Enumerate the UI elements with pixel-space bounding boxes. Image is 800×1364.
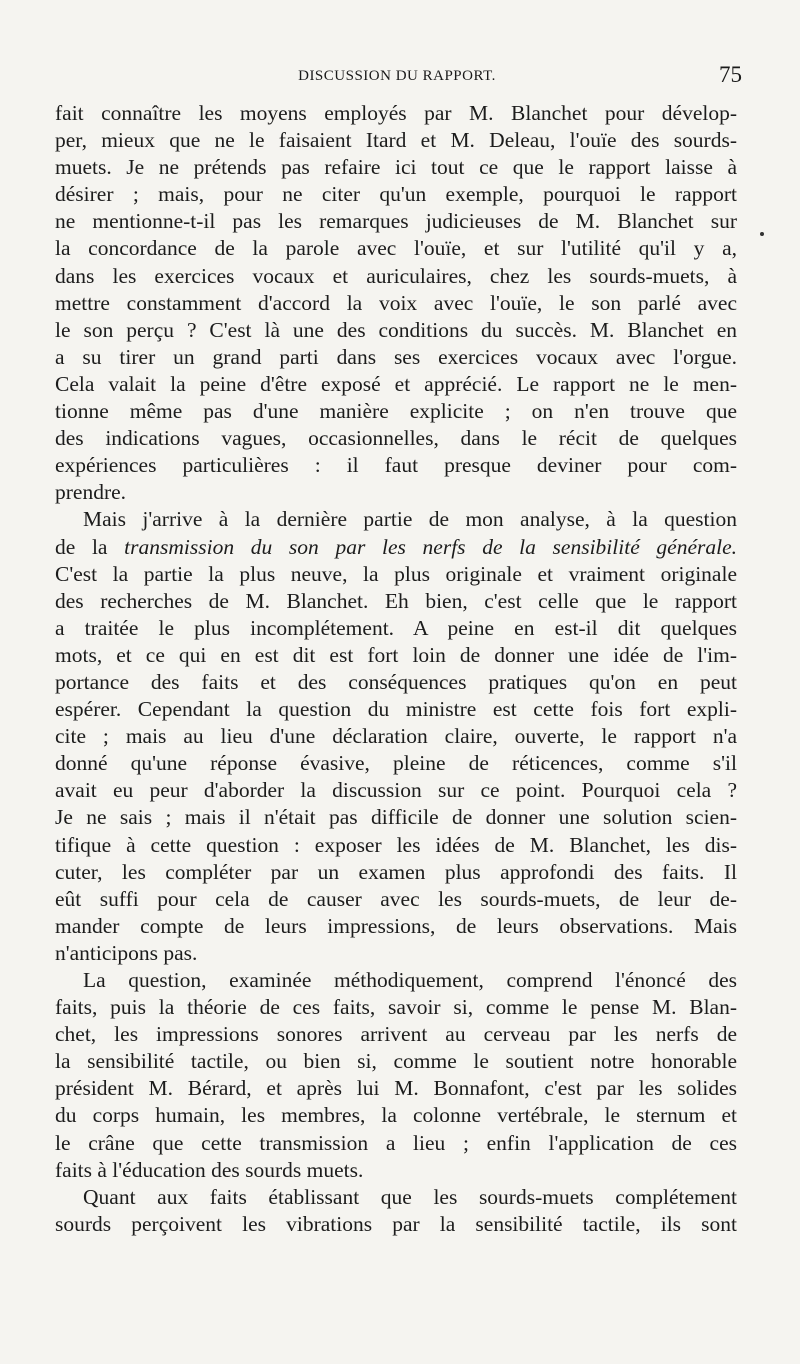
text-line: mettre constamment d'accord la voix avec l'ouïe, le son parlé avec	[55, 290, 737, 315]
text-line: Cela valait la peine d'être exposé et apprécié. Le rapport ne le men-	[55, 371, 737, 396]
text-line: mots, et ce qui en est dit est fort loin de donner une idée de l'im-	[55, 642, 737, 667]
text-line: fait connaître les moyens employés par M. Blanchet pour dévelop-	[55, 101, 737, 125]
text-line: cuter, les compléter par un examen plus approfondi des faits. Il	[55, 859, 737, 884]
text-line: cite ; mais au lieu d'une déclaration claire, ouverte, le rapport n'a	[55, 724, 737, 749]
text-line: des recherches de M. Blanchet. Eh bien, c'est celle que le rapport	[55, 588, 737, 613]
page-header	[52, 62, 742, 92]
text-line: n'anticipons pas.	[55, 940, 198, 965]
text-line: expériences particulières : il faut presque deviner pour com-	[55, 453, 737, 478]
text-line: per, mieux que ne le faisaient Itard et M. Deleau, l'ouïe des sourds-	[55, 128, 737, 153]
running-title: DISCUSSION DU RAPPORT.	[298, 68, 496, 84]
text-line: chet, les impressions sonores arrivent au cerveau par les nerfs de	[55, 1022, 737, 1047]
text-line: eût suffi pour cela de causer avec les sourds-muets, de leur de-	[55, 886, 737, 911]
text-line: faits, puis la théorie de ces faits, savoir si, comme le pense M. Blan-	[55, 995, 737, 1020]
text-line: sourds perçoivent les vibrations par la sensibilité tactile, ils sont	[55, 1211, 737, 1236]
text-line: Je ne sais ; mais il n'était pas difficile de donner une solution scien-	[55, 805, 737, 830]
body-text	[55, 100, 737, 1238]
text-line: avait eu peur d'aborder la discussion sur ce point. Pourquoi cela ?	[55, 778, 737, 803]
text-line: du corps humain, les membres, la colonne vertébrale, le sternum et	[55, 1103, 737, 1128]
text-line: portance des faits et des conséquences pratiques qu'on en peut	[55, 669, 737, 694]
text-line: espérer. Cependant la question du ministre est cette fois fort expli-	[55, 697, 737, 722]
text-line: président M. Bérard, et après lui M. Bonnafont, c'est par les solides	[55, 1076, 737, 1101]
paragraph-4	[55, 1184, 737, 1238]
text-line: donné qu'une réponse évasive, pleine de réticences, comme s'il	[55, 751, 737, 776]
text-line: tifique à cette question : exposer les idées de M. Blanchet, les dis-	[55, 832, 737, 857]
text-line: la sensibilité tactile, ou bien si, comme le soutient notre honorable	[55, 1049, 737, 1074]
text-line: a traitée le plus incomplétement. A peine en est-il dit quelques	[55, 615, 737, 640]
text-line: mander compte de leurs impressions, de leurs observations. Mais	[55, 913, 737, 938]
paragraph-2	[55, 506, 737, 967]
text-line: le son perçu ? C'est là une des conditions du succès. M. Blanchet en	[55, 317, 737, 342]
text-line: des indications vagues, occasionnelles, dans le récit de quelques	[55, 426, 737, 451]
text-line: Mais j'arrive à la dernière partie de mon analyse, à la question	[83, 507, 737, 532]
text-line: a su tirer un grand parti dans ses exercices vocaux avec l'orgue.	[55, 344, 737, 369]
text-line: La question, examinée méthodiquement, comprend l'énoncé des	[83, 968, 737, 992]
text-line: prendre.	[55, 480, 127, 505]
italic-phrase: transmission du son par les nerfs de la sensibilité générale.	[124, 534, 738, 559]
text-line: ne mentionne-t-il pas les remarques judicieuses de M. Blanchet sur	[55, 209, 737, 234]
paragraph-3	[55, 967, 737, 1184]
text-line: dans les exercices vocaux et auriculaires, chez les sourds-muets, à	[55, 263, 737, 288]
text-line: tionne même pas d'une manière explicite ; on n'en trouve que	[55, 399, 737, 424]
text-line: la concordance de la parole avec l'ouïe, et sur l'utilité qu'il y a,	[55, 236, 737, 261]
text-line: C'est la partie la plus neuve, la plus originale et vraiment originale	[55, 561, 737, 586]
text-line: désirer ; mais, pour ne citer qu'un exemple, pourquoi le rapport	[55, 182, 737, 207]
paragraph-1	[55, 100, 737, 506]
text-line-with-italic	[55, 534, 737, 561]
margin-mark	[760, 232, 764, 236]
page-number: 75	[719, 62, 742, 87]
text-segment: de la	[55, 534, 125, 559]
text-line: le crâne que cette transmission a lieu ; enfin l'application de ces	[55, 1130, 737, 1155]
text-line: muets. Je ne prétends pas refaire ici tout ce que le rapport laisse à	[55, 155, 737, 180]
text-line: faits à l'éducation des sourds muets.	[55, 1157, 364, 1182]
text-line: Quant aux faits établissant que les sourds-muets complétement	[83, 1184, 737, 1209]
